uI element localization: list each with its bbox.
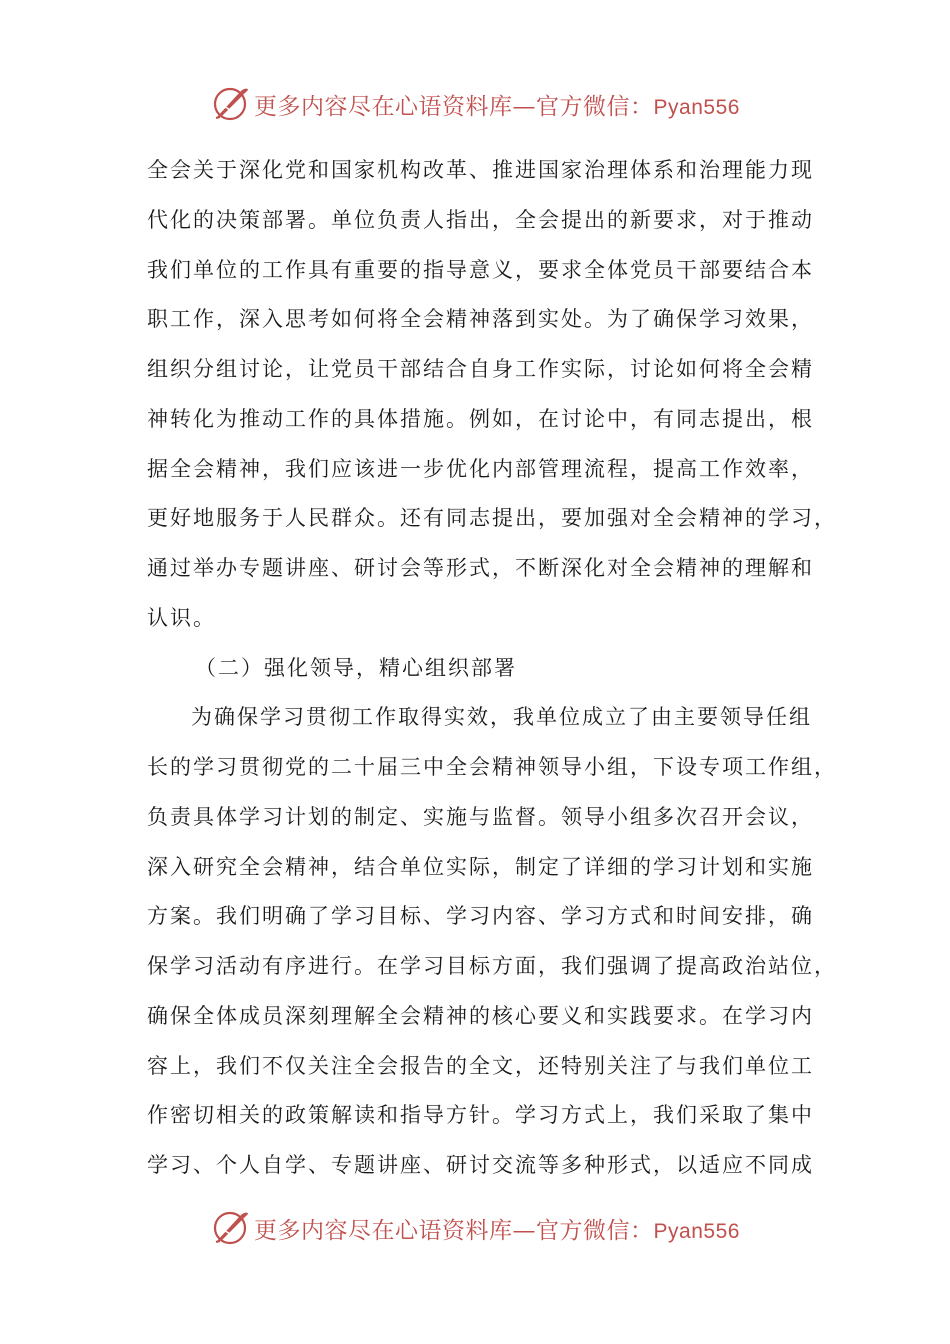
text-line: 代化的决策部署。单位负责人指出，全会提出的新要求，对于推动 — [147, 207, 814, 232]
section-heading: （二）强化领导，精心组织部署 — [195, 655, 517, 680]
text-line: 容上，我们不仅关注全会报告的全文，还特别关注了与我们单位工 — [147, 1053, 814, 1078]
text-line: 确保全体成员深刻理解全会精神的核心要义和实践要求。在学习内 — [147, 1003, 814, 1028]
footer-banner — [0, 1208, 950, 1248]
text-line: 为确保学习贯彻工作取得实效，我单位成立了由主要领导任组 — [191, 705, 812, 730]
text-line: 长的学习贯彻党的二十届三中全会精神领导小组，下设专项工作组， — [147, 755, 837, 779]
text-line: 我们单位的工作具有重要的指导意义，要求全体党员干部要结合本 — [147, 257, 814, 282]
text-line: 深入研究全会精神，结合单位实际，制定了详细的学习计划和实施 — [147, 854, 814, 879]
banner-title: 更多内容尽在心语资料库—官方微信： — [254, 93, 654, 120]
text-line: 据全会精神，我们应该进一步优化内部管理流程，提高工作效率， — [147, 456, 814, 481]
wechat-id: Pyan556 — [653, 1219, 740, 1243]
text-line: 通过举办专题讲座、研讨会等形式，不断深化对全会精神的理解和 — [147, 556, 814, 580]
text-line: 神转化为推动工作的具体措施。例如，在讨论中，有同志提出，根 — [147, 406, 814, 431]
header-banner — [0, 84, 950, 124]
text-line: 作密切相关的政策解读和指导方针。学习方式上，我们采取了集中 — [147, 1103, 814, 1128]
text-line: 职工作，深入思考如何将全会精神落到实处。为了确保学习效果， — [147, 307, 814, 332]
text-line: 全会关于深化党和国家机构改革、推进国家治理体系和治理能力现 — [147, 158, 814, 182]
text-line: 组织分组讨论，让党员干部结合自身工作实际，讨论如何将全会精 — [147, 357, 814, 381]
text-line: 保学习活动有序进行。在学习目标方面，我们强调了提高政治站位， — [147, 954, 837, 978]
text-line: 方案。我们明确了学习目标、学习内容、学习方式和时间安排，确 — [147, 904, 814, 929]
banner-text — [254, 1212, 740, 1245]
quill-pen-logo-icon — [210, 84, 250, 124]
wechat-id: Pyan556 — [653, 95, 740, 119]
text-line: 更好地服务于人民群众。还有同志提出，要加强对全会精神的学习， — [147, 506, 837, 531]
quill-pen-logo-icon — [210, 1208, 250, 1248]
text-line: 认识。 — [147, 605, 216, 630]
banner-title: 更多内容尽在心语资料库—官方微信： — [254, 1217, 654, 1244]
document-body — [147, 150, 837, 1195]
text-line: 学习、个人自学、专题讲座、研讨交流等多种形式，以适应不同成 — [147, 1153, 814, 1177]
text-line: 负责具体学习计划的制定、实施与监督。领导小组多次召开会议， — [147, 804, 814, 829]
banner-text — [254, 88, 740, 121]
